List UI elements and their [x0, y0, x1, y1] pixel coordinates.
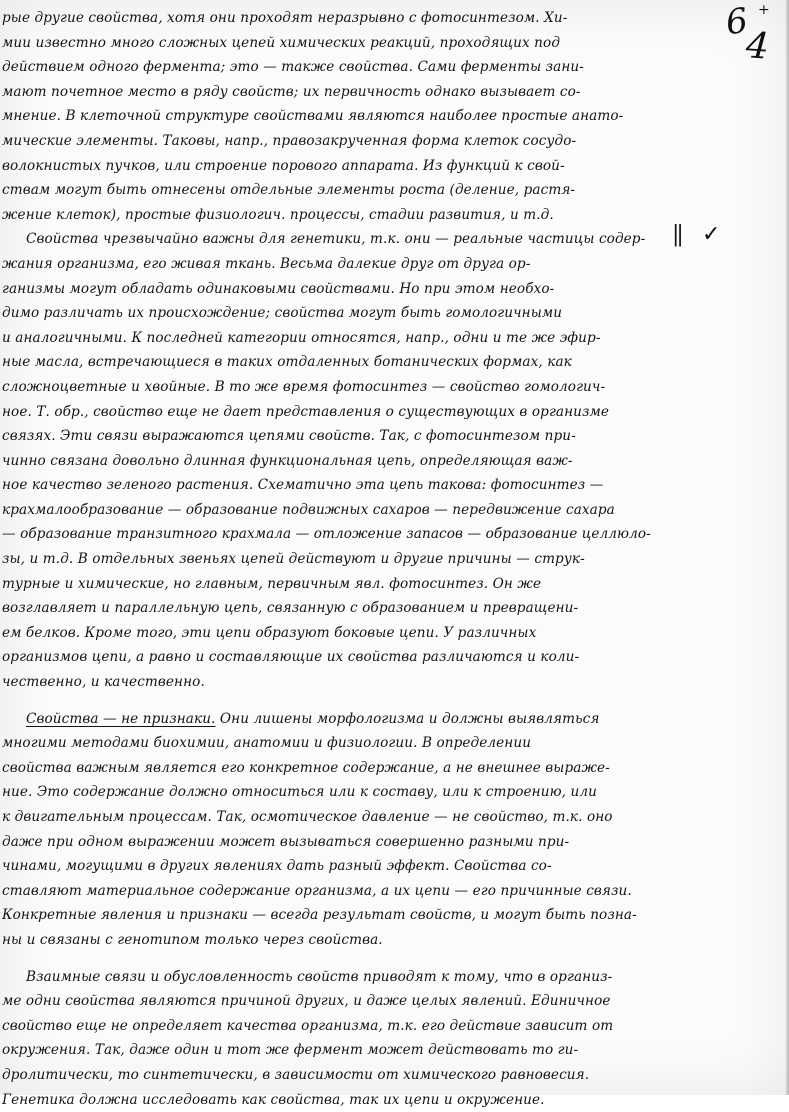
text-line: окружения. Так, даже один и тот же фермент может действовать то ги-	[2, 1042, 579, 1059]
paragraph-3	[2, 707, 702, 953]
text-line: жания организма, его живая ткань. Весьма далекие друг от друга ор-	[2, 255, 531, 272]
text-line: дролитически, то синтетически, в зависимости от химического равновесия.	[2, 1066, 590, 1083]
text-line: мические элементы. Таковы, напр., правозакрученная форма клеток сосудо-	[2, 132, 577, 149]
text-line: турные и химические, но главным, первичным явл. фотосинтез. Он же	[2, 575, 542, 592]
text-line: ствам могут быть отнесены отдельные элементы роста (деление, растя-	[2, 182, 576, 199]
text-line: мнение. В клеточной структуре свойствами являются наиболее простые анато-	[2, 108, 624, 125]
text-line: чинно связана довольно длинная функциональная цепь, определяющая важ-	[2, 452, 573, 469]
text-line: ные масла, встречающиеся в таких отдаленных ботанических формах, как	[2, 354, 572, 371]
text-line: возглавляет и параллельную цепь, связанную с образованием и превращени-	[2, 600, 579, 617]
text-line: ем белков. Кроме того, эти цепи образуют боковые цепи. У различных	[2, 624, 537, 641]
page-number-main: 6	[723, 0, 751, 44]
page-number-secondary: 4	[744, 25, 771, 68]
text-line: ное качество зеленого растения. Схематично эта цепь такова: фотосинтез —	[2, 477, 604, 494]
text-line: связях. Эти связи выражаются цепями свойств. Так, с фотосинтезом при-	[2, 428, 576, 445]
text-line: Генетика должна исследовать как свойства, так их цепи и окружение.	[2, 1091, 545, 1108]
text-line: жение клеток), простые физиологич. процессы, стадии развития, и т.д.	[2, 206, 554, 223]
paragraph-gap	[2, 695, 702, 707]
text-line: чественно, и качественно.	[2, 674, 205, 691]
text-line: мии известно много сложных цепей химических реакций, проходящих под	[2, 34, 561, 51]
text-line: ное. Т. обр., свойство еще не дает представления о существующих в организме	[2, 403, 610, 420]
text-line: ны и связаны с генотипом только через свойства.	[2, 931, 383, 948]
text-line: чинами, могущими в других явлениях дать разный эффект. Свойства со-	[2, 858, 552, 875]
text-line: и аналогичными. К последней категории относятся, напр., одни и те же эфир-	[2, 329, 601, 346]
text-line: организмов цепи, а равно и составляющие их свойства различаются и коли-	[2, 649, 580, 666]
text-line: даже при одном выражении может вызываться совершенно разными при-	[2, 833, 570, 850]
text-line: зы, и т.д. В отдельных звеньях цепей действуют и другие причины — струк-	[2, 551, 585, 568]
page-number	[722, 2, 782, 72]
text-line: свойства важным является его конкретное содержание, а не внешнее выраже-	[2, 759, 610, 776]
section-heading: Свойства — не признаки.	[26, 710, 216, 727]
paragraph-gap	[2, 953, 702, 965]
text-line: крахмалообразование — образование подвижных сахаров — передвижение сахара	[2, 501, 615, 518]
text-line: ставляют материальное содержание организма, а их цепи — его причинные связи.	[2, 882, 632, 899]
text-line: ганизмы могут обладать одинаковыми свойствами. Но при этом необхо-	[2, 280, 555, 297]
text-line-content: Они лишены морфологизма и должны выявляться	[215, 710, 600, 727]
text-line: ме одни свойства являются причиной других, и даже целых явлений. Единичное	[2, 993, 611, 1010]
text-line: — образование транзитного крахмала — отложение запасов — образование целлюло-	[2, 526, 651, 543]
text-line	[2, 707, 702, 732]
text-line: мают почетное место в ряду свойств; их первичность однако вызывает со-	[2, 83, 581, 100]
check-icon: ✓	[702, 222, 721, 247]
text-line-content: Взаимные связи и обусловленность свойств приводят к тому, что в организ-	[26, 968, 613, 985]
manuscript-text	[2, 6, 702, 1112]
paragraph-1	[2, 6, 702, 227]
text-line	[2, 965, 702, 990]
text-line: ние. Это содержание должно относиться или к составу, или к строению, или	[2, 784, 597, 801]
margin-bars: ||	[672, 222, 681, 247]
paragraph-2	[2, 227, 702, 694]
text-line: многими методами биохимии, анатомии и физиологии. В определении	[2, 735, 532, 752]
text-line-content: Свойства чрезвычайно важны для генетики, т.к. они — реальные частицы содер-	[26, 231, 646, 248]
text-line: димо различать их происхождение; свойства могут быть гомологичными	[2, 305, 563, 322]
text-line: к двигательным процессам. Так, осмотическое давление — не свойство, т.к. оно	[2, 809, 613, 825]
text-line: сложноцветные и хвойные. В то же время фотосинтез — свойство гомологич-	[2, 378, 606, 395]
text-line: действием одного фермента; это — также свойства. Сами ферменты зани-	[2, 59, 584, 76]
text-line: волокнистых пучков, или строение порового аппарата. Из функций к свой-	[2, 157, 565, 174]
page-number-sup: +	[758, 2, 770, 18]
text-line: свойство еще не определяет качества организма, т.к. его действие зависит от	[2, 1017, 614, 1034]
page-edge-shadow	[785, 0, 789, 1095]
paragraph-4	[2, 965, 702, 1112]
text-line: Конкретные явления и признаки — всегда результат свойств, и могут быть позна-	[2, 907, 637, 924]
text-line: рые другие свойства, хотя они проходят неразрывно с фотосинтезом. Хи-	[2, 10, 568, 26]
text-line	[2, 227, 702, 252]
